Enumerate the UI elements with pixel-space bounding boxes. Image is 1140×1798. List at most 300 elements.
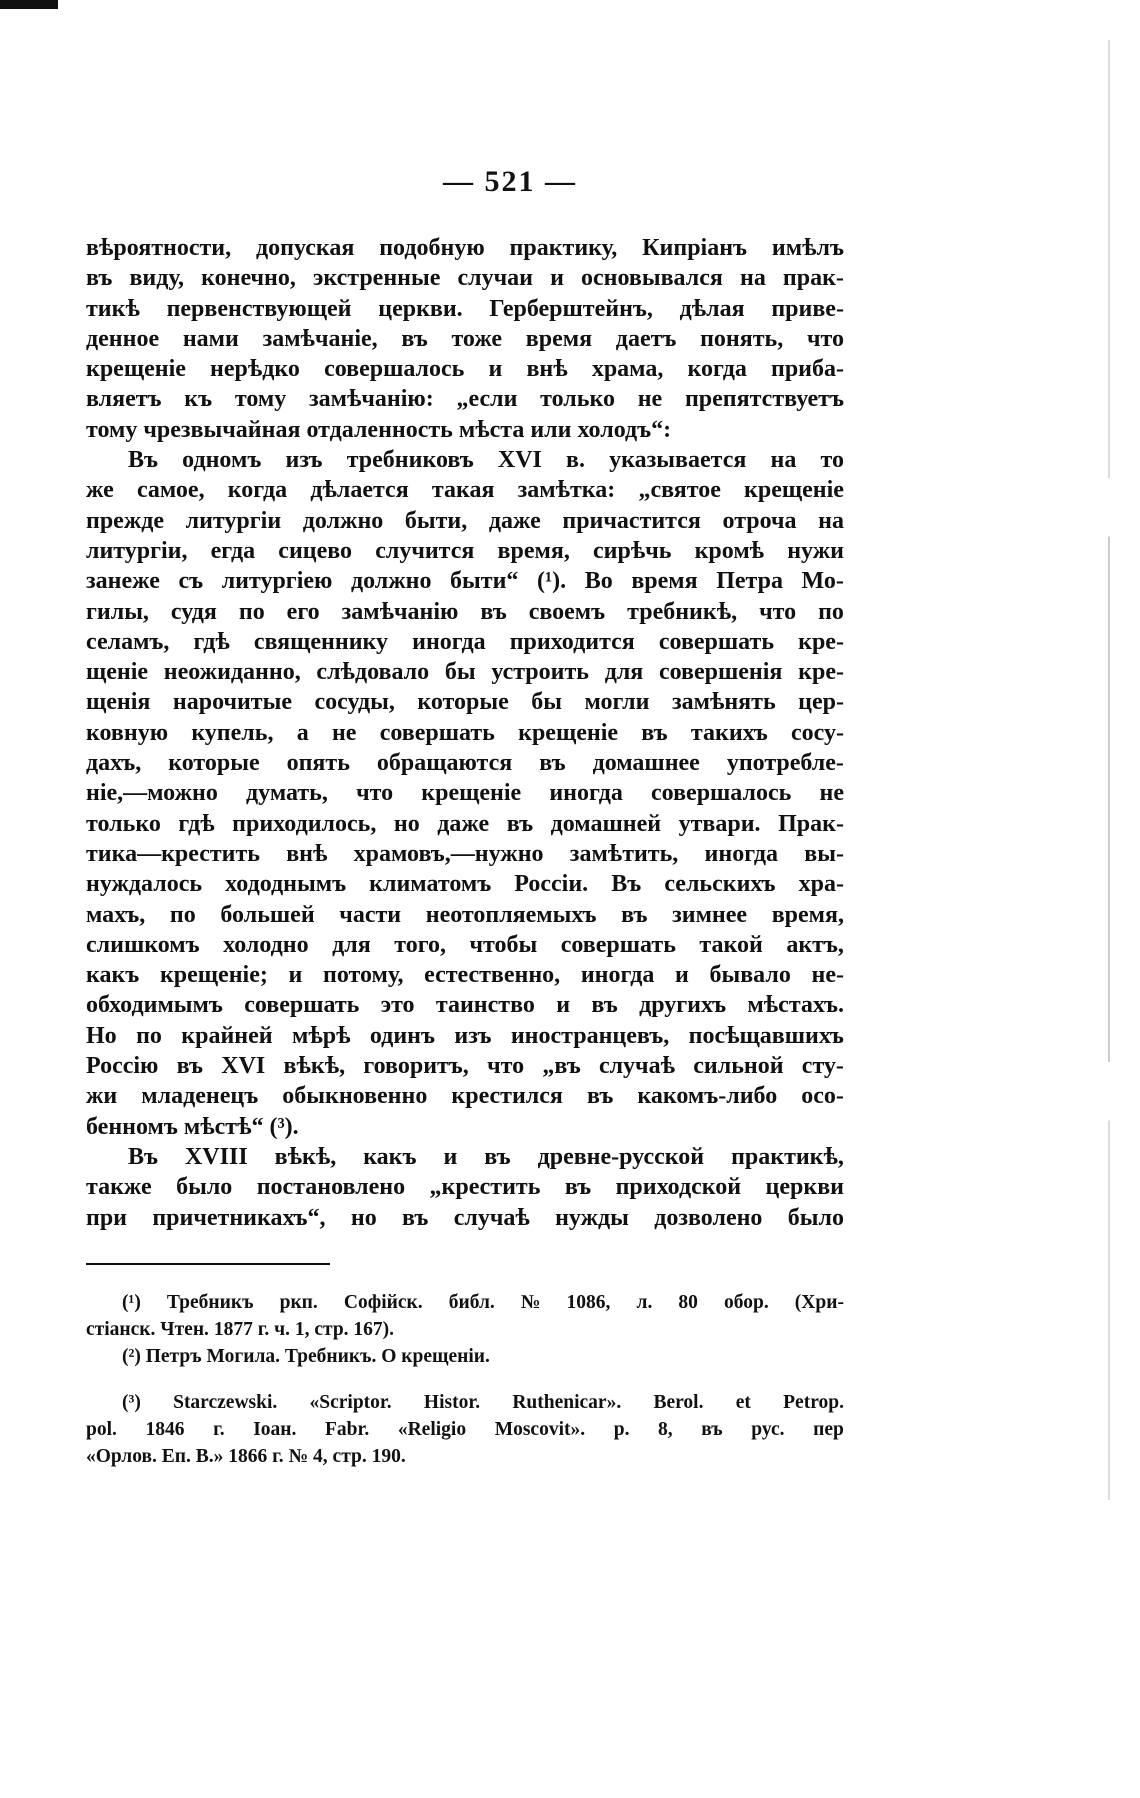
word: г. [213,1419,225,1441]
word: съ [178,568,204,595]
text-line [86,354,844,384]
word: не- [811,962,844,989]
word: постановлено [256,1174,406,1201]
text-line [86,324,844,354]
word: храмовъ,—нужно [353,840,544,867]
word: О [381,1345,397,1367]
word: тикѣ [86,295,140,322]
word: «Орлов. [86,1445,157,1467]
text-line [86,869,844,899]
word: такой [699,931,763,958]
word: прак- [782,265,844,292]
word: Starczewski. [173,1392,278,1414]
word: по [238,598,265,625]
word: иностранцевъ, [510,1022,670,1049]
footnote-line [86,1444,844,1471]
text-line [86,1142,844,1172]
word: приходится [509,628,635,655]
word: вы- [804,840,844,867]
word: что [759,598,797,625]
word: XVIII [184,1143,248,1170]
word: отроча [722,507,797,534]
word: быти“ [450,568,519,595]
word: потому, [322,962,404,989]
word: сирѣчь [592,537,672,564]
word: сицево [278,537,353,564]
text-line [86,900,844,930]
word: не [331,719,357,746]
word: что [487,1053,525,1080]
word: кромѣ [694,537,765,564]
word: Требникъ [166,1292,254,1313]
footnote-line [86,1317,844,1344]
word: тому [86,416,138,443]
word: „если [456,386,518,413]
word: изъ [454,1022,492,1049]
word: совершалось [324,356,465,383]
word: но [393,810,420,837]
word: В.» [195,1445,224,1467]
word: 1866 [228,1445,268,1467]
word: приве- [771,295,844,322]
word: Moscovit». [494,1419,586,1441]
word: совершалось [651,780,792,807]
word: также [86,1174,152,1201]
text-line [86,687,844,717]
footnote-line [86,1370,844,1390]
word: вѣкѣ, [274,1143,337,1170]
word: нуждалось [86,871,203,898]
word: такихъ [690,719,768,746]
word: бы [444,659,476,686]
text-line [86,1112,844,1142]
word: рус. [751,1419,785,1441]
word: стіанск. [86,1318,156,1340]
word: это [380,992,415,1019]
word: 1, [294,1318,310,1340]
word: въ [480,598,507,625]
word: въ [641,719,668,746]
word: изъ [285,447,323,474]
text-line [86,415,844,445]
word: практикѣ, [731,1143,844,1170]
footnote-line [86,1390,844,1417]
word: совершать [658,628,775,655]
text-line [86,960,844,990]
word: крещеніе [518,719,619,746]
text-line [86,990,844,1020]
word: чтобы [469,931,538,958]
word: «Religio [397,1419,467,1441]
word: препятствуетъ [684,386,844,413]
word: литургіи [185,507,282,534]
word: по [818,598,844,625]
word: не [819,780,844,807]
word: денное [86,325,160,352]
word: даже [488,507,541,534]
word: не [637,386,663,413]
word: хододнымъ [225,871,347,898]
word: л. [636,1292,653,1313]
word: в. [566,447,586,474]
word: иногда [549,780,623,807]
word: понять, [700,325,784,352]
word: что [356,780,394,807]
word: только [540,386,615,413]
word: мѣстѣ“ [183,1113,264,1140]
word: и [443,1143,458,1170]
word: (³). [269,1113,299,1140]
word: Во [584,568,613,595]
text-line [86,839,844,869]
word: нарочитые [172,689,292,716]
word: только [86,810,161,837]
word: 80 [678,1292,698,1313]
word: крещеніе; [159,962,268,989]
word: храма, [591,356,664,383]
word: конечно, [201,265,296,292]
word: тика—крестить [86,840,260,867]
word: Ruthenicar». [512,1392,622,1414]
word: замѣчанію: [308,386,434,413]
word: къ [184,386,213,413]
text-line [86,294,844,324]
word: могли [584,689,650,716]
word: кре- [798,628,844,655]
body-text [86,233,844,1233]
word: „въ [542,1053,581,1080]
word: одномъ [182,447,262,474]
word: (¹) [122,1292,141,1313]
word: Petrop. [783,1392,844,1414]
word: естественно, [424,962,561,989]
word: крещеніе [744,477,844,504]
word: на [739,265,766,292]
word: домашнее [592,750,700,777]
word: бывало [709,962,791,989]
word: самое, [136,477,205,504]
word: судя [170,598,217,625]
word: иногда [412,628,486,655]
word: дѣлается [310,477,409,504]
word: части [339,901,402,928]
word: Прак- [778,810,844,837]
word: же [86,477,114,504]
word: Россіи. [514,871,589,898]
word: въ [401,325,428,352]
word: Но [86,1022,117,1049]
word: ніе,—можно [86,780,218,807]
word: его [286,598,320,625]
text-line [86,1051,844,1081]
word: Fabr. [325,1419,370,1441]
word: время [525,325,593,352]
word: а [296,719,309,746]
word: какомъ-либо [637,1083,778,1110]
word: Петра [716,568,783,595]
word: 8, [658,1419,673,1441]
word: которые [417,689,509,716]
word: чрезвычайная [143,416,301,443]
word: щеніе [86,659,149,686]
word: своемъ [528,598,606,625]
footnotes [86,1290,844,1471]
word: Могила. [206,1345,281,1367]
word: допуская [256,235,355,261]
word: было [787,1204,844,1231]
word: первенствующей [166,295,352,322]
word: Россію [86,1053,159,1080]
word: обращаются [376,750,513,777]
word: слишкомъ [86,931,200,958]
word: устроить [491,659,589,686]
text-line [86,627,844,657]
word: p. [613,1419,630,1441]
word: экстренные [312,265,441,292]
word: приходилось, [232,810,377,837]
page-number: — 521 — [443,165,577,198]
word: Въ [128,447,158,474]
word: гдѣ [178,810,215,837]
word: бы [531,689,562,716]
text-line [86,566,844,596]
word: замѣтить, [569,840,679,867]
word: зимнее [672,901,748,928]
word: крещеніи. [401,1345,490,1367]
text-line [86,1081,844,1111]
word: въ [586,1083,614,1110]
word: большей [220,901,315,928]
word: на [818,507,844,534]
word: внѣ [526,356,568,383]
word: егда [210,537,256,564]
word: слѣдовало [316,659,430,686]
text-line [86,778,844,808]
word: Histor. [423,1392,481,1414]
word: ковную [86,719,169,746]
word: замѣтка: [517,477,616,504]
word: одинъ [369,1022,435,1049]
word: совершать [379,719,495,746]
text-line [86,263,844,293]
word: вѣкѣ, [283,1053,346,1080]
word: 190. [371,1445,406,1467]
word: обор. [723,1292,769,1313]
word: вѣроятности, [86,235,232,261]
word: и [556,992,571,1019]
word: что [806,325,844,352]
word: неожиданно, [163,659,301,686]
word: 1877 [213,1318,253,1340]
word: обыкновенно [282,1083,428,1110]
word: XVI [221,1053,266,1080]
word: Требникъ. [284,1345,377,1367]
word: такая [431,477,495,504]
word: прежде [86,507,165,534]
text-line [86,657,844,687]
word: библ. [448,1292,495,1313]
text-line [86,536,844,566]
word: (¹). [536,568,567,595]
text-line [86,1172,844,1202]
word: которые [168,750,260,777]
word: приба- [770,356,844,383]
word: на [770,447,797,474]
word: когда [687,356,747,383]
word: для [604,659,644,686]
word: случаи [457,265,533,292]
word: таинство [435,992,535,1019]
word: стр. [314,1318,349,1340]
word: дахъ, [86,750,142,777]
word: и [488,356,503,383]
word: „крестить [429,1174,541,1201]
word: Іоан. [253,1419,297,1441]
word: замѣчаніе, [262,325,378,352]
footnote-line [86,1417,844,1444]
word: цер- [798,689,844,716]
word: (Хри- [794,1292,844,1313]
word: Петръ [145,1345,202,1367]
word: климатомъ [369,871,492,898]
word: когда [227,477,288,504]
word: 1086, [566,1292,611,1313]
word: вляетъ [86,386,162,413]
text-line [86,597,844,627]
word: въ [506,810,534,837]
word: домашней [550,810,662,837]
word: и [550,265,564,292]
word: осо- [801,1083,844,1110]
word: случаѣ [453,1204,530,1231]
word: г. [272,1445,284,1467]
word: но [350,1204,377,1231]
word: холодно [223,931,309,958]
word: дозволено [654,1204,763,1231]
word: случаѣ [598,1053,675,1080]
word: въ [484,1143,511,1170]
text-line [86,1203,844,1233]
word: то [820,447,844,474]
word: мѣста [458,416,525,443]
word: опять [286,750,350,777]
text-line [86,233,844,263]
word: отдаленность [306,416,453,443]
word: причастится [562,507,701,534]
word: et [735,1392,751,1414]
word: мѣстахъ. [747,992,844,1019]
word: нами [182,325,239,352]
footnote-line [86,1344,844,1371]
word: тоже [451,325,503,352]
word: литургіею [221,568,333,595]
word: подобную [379,235,485,261]
word: посѣщавшихъ [688,1022,844,1049]
word: имѣлъ [771,235,844,261]
word: крестился [451,1083,563,1110]
word: въ [621,901,648,928]
word: въ [591,992,618,1019]
word: младенецъ [141,1083,259,1110]
word: иногда [580,962,655,989]
word: и [674,962,689,989]
word: практику, [509,235,618,261]
word: сту- [801,1053,844,1080]
word: хра- [798,871,844,898]
word: совершать [244,992,360,1019]
word: Чтен. [160,1318,209,1340]
word: древне-русской [537,1143,705,1170]
word: нужды [555,1204,629,1231]
word: или [530,416,572,443]
text-line [86,384,844,414]
word: (³) [122,1392,141,1414]
word: замѣчанію [341,598,459,625]
word: основывался [581,265,723,292]
scan-corner-mark [0,0,58,9]
word: иногда [704,840,779,867]
word: холодъ“: [577,416,672,443]
word: въ [539,750,566,777]
word: Въ [611,871,642,898]
word: въ [86,265,113,292]
word: въ [564,1174,592,1201]
word: Кипріанъ [642,235,748,261]
word: ч. [274,1318,290,1340]
word: въ [402,1204,429,1231]
word: время [631,568,698,595]
word: Герберштейнъ, [489,295,653,322]
word: должно [350,568,432,595]
word: время, [771,901,844,928]
word: сильной [693,1053,784,1080]
word: кре- [798,659,844,686]
word: жи [86,1083,118,1110]
word: въ [176,1053,203,1080]
word: Berol. [653,1392,704,1414]
word: для [332,931,371,958]
word: требникѣ, [627,598,738,625]
word: требниковъ [346,447,474,474]
text-line [86,809,844,839]
word: быти, [404,507,468,534]
word: по [169,901,196,928]
word: крещеніе [421,780,522,807]
word: XVI [497,447,542,474]
word: даже [437,810,490,837]
word: «Scriptor. [309,1392,392,1414]
word: актъ, [786,931,844,958]
word: „святое [638,477,721,504]
word: говоритъ, [363,1053,469,1080]
text-line [86,748,844,778]
word: гилы, [86,598,149,625]
word: г. [257,1318,270,1340]
word: думать, [246,780,328,807]
footnote-line [86,1290,844,1317]
word: другихъ [639,992,727,1019]
word: крещеніе [86,356,186,383]
word: махъ, [86,901,146,928]
word: 167). [353,1318,395,1340]
word: селамъ, [86,628,170,655]
word: при [86,1204,128,1231]
word: занеже [86,568,160,595]
word: тому [234,386,287,413]
text-line [86,1021,844,1051]
word: № [520,1292,541,1313]
word: неотопляемыхъ [425,901,597,928]
